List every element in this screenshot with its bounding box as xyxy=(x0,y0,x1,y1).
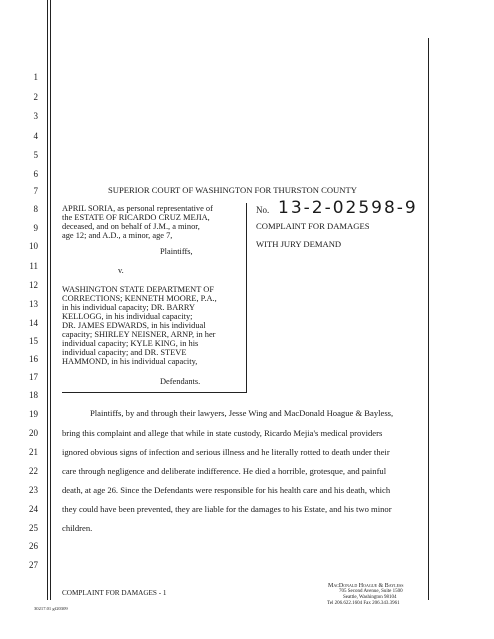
body-line: bring this complaint and allege that while in state custody, Ricardo Mejia's medical providers xyxy=(62,428,383,438)
defendants-line: individual capacity; and DR. STEVE xyxy=(62,348,187,357)
line-number: 9 xyxy=(33,223,38,233)
footer-firm-name: MacDonald Hoague & Bayless xyxy=(328,583,404,589)
line-number: 16 xyxy=(29,354,38,364)
defendants-line: CORRECTIONS; KENNETH MOORE, P.A., xyxy=(62,294,217,303)
line-number: 25 xyxy=(29,523,38,533)
defendants-line: capacity; SHIRLEY NEISNER, ARNP, in her xyxy=(62,330,216,339)
line-number: 26 xyxy=(29,541,38,551)
footer-document-label: COMPLAINT FOR DAMAGES - 1 xyxy=(62,589,167,597)
plaintiffs-line: age 12; and A.D., a minor, age 7, xyxy=(62,231,173,240)
defendants-label: Defendants. xyxy=(160,377,201,386)
left-margin-double-rule-outer xyxy=(47,0,48,600)
defendants-line: in his individual capacity; DR. BARRY xyxy=(62,303,196,312)
plaintiffs-line: deceased, and on behalf of J.M., a minor, xyxy=(62,222,200,231)
line-number: 22 xyxy=(29,466,38,476)
line-number: 7 xyxy=(33,186,38,196)
line-number: 5 xyxy=(33,150,38,160)
line-number: 24 xyxy=(29,504,38,514)
body-line: care through negligence and deliberate indifference. He died a horrible, grotesque, and painful xyxy=(62,466,387,476)
line-number: 23 xyxy=(29,485,38,495)
body-line: children. xyxy=(62,523,93,533)
plaintiffs-line: APRIL SORIA, as personal representative of xyxy=(62,204,213,213)
line-number: 27 xyxy=(29,560,38,570)
defendants-line: WASHINGTON STATE DEPARTMENT OF xyxy=(62,285,214,294)
document-title: COMPLAINT FOR DAMAGES xyxy=(256,221,370,231)
line-number: 15 xyxy=(29,336,38,346)
body-line: ignored obvious signs of infection and serious illness and he literally rotted to death under their xyxy=(62,447,390,457)
case-number-prefix: No. xyxy=(256,205,270,215)
defendants-line: HAMMOND, in his individual capacity, xyxy=(62,357,198,366)
footer-file-code: 30217.01 gf20309 xyxy=(34,606,68,611)
line-number: 10 xyxy=(29,241,38,251)
line-number: 19 xyxy=(29,409,38,419)
caption-vertical-divider xyxy=(246,203,247,393)
footer-firm-address: 705 Second Avenue, Suite 1500 xyxy=(339,589,403,594)
left-margin-double-rule-inner xyxy=(50,0,51,600)
line-number: 11 xyxy=(29,261,38,271)
line-number: 6 xyxy=(33,169,38,179)
court-title: SUPERIOR COURT OF WASHINGTON FOR THURSTON COUNTY xyxy=(108,185,357,195)
line-number: 13 xyxy=(29,299,38,309)
line-number: 2 xyxy=(33,92,38,102)
line-number: 4 xyxy=(33,131,38,141)
line-number: 20 xyxy=(29,428,38,438)
jury-demand: WITH JURY DEMAND xyxy=(256,239,342,249)
line-number: 3 xyxy=(33,111,38,121)
line-number: 14 xyxy=(29,318,38,328)
body-line: Plaintiffs, by and through their lawyers, Jesse Wing and MacDonald Hoague & Bayless, xyxy=(90,408,394,418)
defendants-line: individual capacity; KYLE KING, in his xyxy=(62,339,199,348)
body-line: they could have been prevented, they are liable for the damages to his Estate, and his two minor xyxy=(62,504,392,514)
footer-firm-phone: Tel 206.622.1604 Fax 206.343.3961 xyxy=(327,601,400,606)
line-number: 8 xyxy=(33,204,38,214)
defendants-line: DR. JAMES EDWARDS, in his individual xyxy=(62,321,206,330)
footer-firm-city: Seattle, Washington 98104 xyxy=(343,595,397,600)
line-number: 21 xyxy=(29,447,38,457)
body-line: death, at age 26. Since the Defendants were responsible for his health care and his death, which xyxy=(62,485,391,495)
line-number: 18 xyxy=(29,390,38,400)
line-number: 1 xyxy=(33,72,38,82)
plaintiffs-label: Plaintiffs, xyxy=(160,247,193,256)
case-number: 13-2-02598-9 xyxy=(278,198,418,218)
right-margin-rule xyxy=(428,38,429,600)
line-number: 12 xyxy=(29,280,38,290)
defendants-line: KELLOGG, in his individual capacity; xyxy=(62,312,193,321)
line-number: 17 xyxy=(29,372,38,382)
plaintiffs-line: the ESTATE OF RICARDO CRUZ MEJIA, xyxy=(62,213,210,222)
caption-bottom-rule xyxy=(62,392,247,393)
versus: v. xyxy=(118,266,124,275)
